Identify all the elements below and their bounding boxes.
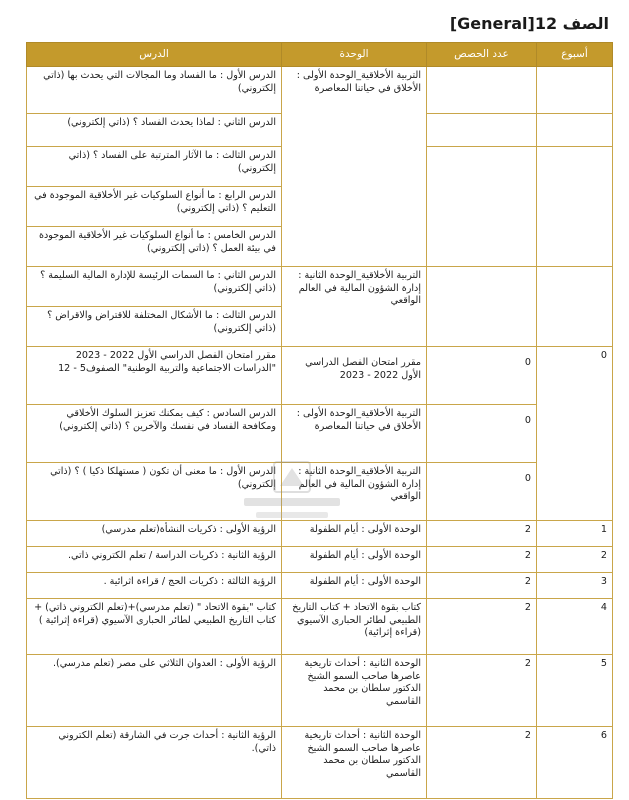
unit-cell: الوحدة الثانية : أحداث تاريخية عاصرها صاحب السمو الشيخ الدكتور سلطان بن محمد القاسمي bbox=[282, 655, 427, 727]
header-unit: الوحدة bbox=[282, 43, 427, 67]
lesson-cell: الدرس الخامس : ما أنواع السلوكيات غير الأخلاقية الموجودة في بيئة العمل ؟ (ذاتي إلكتروني) bbox=[27, 227, 282, 267]
week-cell bbox=[537, 67, 613, 114]
lesson-cell: الدرس الثالث : ما الأشكال المختلفة للاقتراض والاقراض ؟ (ذاتي إلكتروني) bbox=[27, 307, 282, 347]
unit-cell: التربية الأخلاقية_الوحدة الأولى : الأخلاق في حياتنا المعاصرة bbox=[282, 405, 427, 463]
count-cell: 0 bbox=[427, 463, 537, 521]
lesson-cell: مقرر امتحان الفصل الدراسي الأول 2022 - 2023 "الدراسات الاجتماعية والتربية الوطنية" الصفوف5 - 12 bbox=[27, 347, 282, 405]
lesson-cell: الدرس الأول : ما معنى أن تكون ( مستهلكا ذكيا ) ؟ (ذاتي إلكتروني) bbox=[27, 463, 282, 521]
count-cell: 2 bbox=[427, 599, 537, 655]
count-cell: 0 bbox=[427, 405, 537, 463]
lesson-cell: كتاب "بقوة الاتحاد " (تعلم مدرسي)+(تعلم الكتروني ذاتي) + كتاب التاريخ الطبيعي لطائر الحبارى الآسيوي (قراءة إثرائية ) bbox=[27, 599, 282, 655]
table-row bbox=[27, 573, 613, 599]
unit-cell: الوحدة الأولى : أيام الطفولة bbox=[282, 547, 427, 573]
lesson-cell: الدرس الأول : ما الفساد وما المجالات التي يحدث بها (ذاتي إلكتروني) bbox=[27, 67, 282, 114]
unit-cell: التربية الأخلاقية_الوحدة الثانية : إدارة الشؤون المالية في العالم الواقعي bbox=[282, 267, 427, 347]
week-cell: 6 bbox=[537, 727, 613, 799]
week-cell bbox=[537, 267, 613, 347]
unit-cell: كتاب بقوة الاتحاد + كتاب التاريخ الطبيعي لطائر الحبارى الآسيوي (قراءة إثرائية) bbox=[282, 599, 427, 655]
lesson-cell: الرؤية الثانية : أحداث جرت في الشارقة (تعلم الكتروني ذاتي). bbox=[27, 727, 282, 799]
curriculum-table bbox=[26, 42, 613, 799]
week-cell: 5 bbox=[537, 655, 613, 727]
unit-cell: التربية الأخلاقية_الوحدة الأولى : الأخلاق في حياتنا المعاصرة bbox=[282, 67, 427, 267]
table-row bbox=[27, 521, 613, 547]
table-row bbox=[27, 547, 613, 573]
lesson-cell: الرؤية الثالثة : ذكريات الحج / قراءة اثرائية . bbox=[27, 573, 282, 599]
count-cell: 2 bbox=[427, 521, 537, 547]
count-cell bbox=[427, 147, 537, 267]
lesson-cell: الدرس الثاني : ما السمات الرئيسة للإدارة المالية السليمة ؟ (ذاتي إلكتروني) bbox=[27, 267, 282, 307]
count-cell bbox=[427, 67, 537, 114]
header-lesson: الدرس bbox=[27, 43, 282, 67]
table-row bbox=[27, 405, 613, 463]
week-cell: 0 bbox=[537, 347, 613, 521]
table-row bbox=[27, 655, 613, 727]
unit-cell: الوحدة الأولى : أيام الطفولة bbox=[282, 521, 427, 547]
table-row bbox=[27, 267, 613, 307]
count-cell bbox=[427, 114, 537, 147]
unit-cell: التربية الأخلاقية_الوحدة الثانية : إدارة الشؤون المالية في العالم الواقعي bbox=[282, 463, 427, 521]
unit-cell: الوحدة الثانية : أحداث تاريخية عاصرها صاحب السمو الشيخ الدكتور سلطان بن محمد القاسمي bbox=[282, 727, 427, 799]
table-row bbox=[27, 347, 613, 405]
header-row bbox=[27, 43, 613, 67]
lesson-cell: الرؤية الأولى : ذكريات النشأة(تعلم مدرسي) bbox=[27, 521, 282, 547]
table-row bbox=[27, 463, 613, 521]
lesson-cell: الدرس الرابع : ما أنواع السلوكيات غير الأخلاقية الموجودة في التعليم ؟ (ذاتي إلكتروني) bbox=[27, 187, 282, 227]
lesson-cell: الدرس السادس : كيف يمكنك تعزيز السلوك الأخلاقي ومكافحة الفساد في نفسك والآخرين ؟ (ذاتي إلكتروني) bbox=[27, 405, 282, 463]
unit-cell: مقرر امتحان الفصل الدراسي الأول 2022 - 2023 bbox=[282, 347, 427, 405]
table-row bbox=[27, 727, 613, 799]
week-cell bbox=[537, 114, 613, 147]
week-cell: 1 bbox=[537, 521, 613, 547]
week-cell: 4 bbox=[537, 599, 613, 655]
lesson-cell: الدرس الثالث : ما الآثار المترتبة على الفساد ؟ (ذاتي إلكتروني) bbox=[27, 147, 282, 187]
count-cell: 2 bbox=[427, 573, 537, 599]
header-count: عدد الحصص bbox=[427, 43, 537, 67]
count-cell: 0 bbox=[427, 347, 537, 405]
page-title: الصف 12[General] bbox=[449, 14, 609, 33]
unit-cell: الوحدة الأولى : أيام الطفولة bbox=[282, 573, 427, 599]
count-cell: 2 bbox=[427, 655, 537, 727]
lesson-cell: الرؤية الثانية : ذكريات الدراسة / تعلم الكتروني ذاتي. bbox=[27, 547, 282, 573]
table-row bbox=[27, 599, 613, 655]
week-cell: 3 bbox=[537, 573, 613, 599]
week-cell bbox=[537, 147, 613, 267]
count-cell: 2 bbox=[427, 727, 537, 799]
header-week: أسبوع bbox=[537, 43, 613, 67]
count-cell bbox=[427, 267, 537, 347]
table-row bbox=[27, 67, 613, 114]
lesson-cell: الرؤية الأولى : العدوان الثلاثي على مصر (تعلم مدرسي). bbox=[27, 655, 282, 727]
count-cell: 2 bbox=[427, 547, 537, 573]
lesson-cell: الدرس الثاني : لماذا يحدث الفساد ؟ (ذاتي إلكتروني) bbox=[27, 114, 282, 147]
week-cell: 2 bbox=[537, 547, 613, 573]
